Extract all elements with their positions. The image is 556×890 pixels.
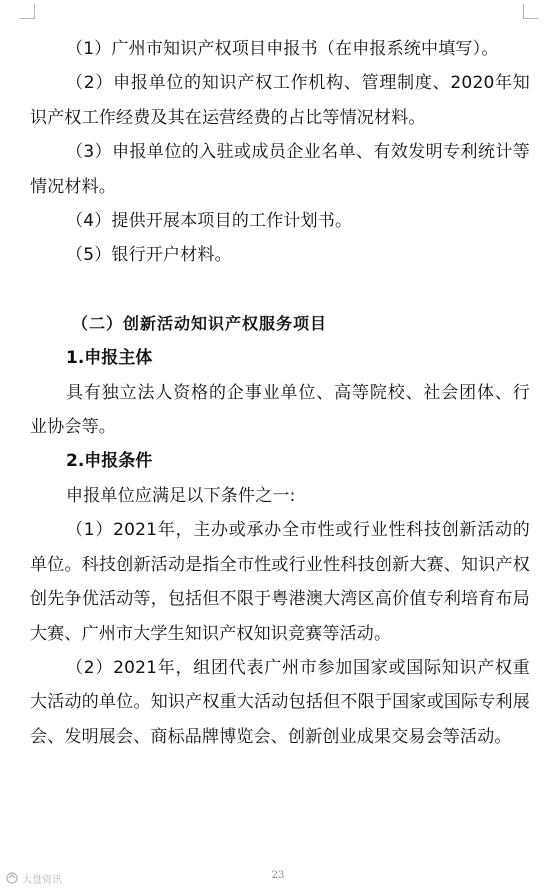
conditions-intro: 申报单位应满足以下条件之一: bbox=[66, 485, 296, 506]
watermark-text: 大盘资讯 bbox=[22, 874, 62, 886]
section-heading: （二）创新活动知识产权服务项目 bbox=[72, 313, 328, 333]
crop-mark-top-left bbox=[20, 4, 35, 19]
blank-line bbox=[30, 273, 530, 307]
paragraph-item-3: （3）申报单位的入驻或成员企业名单、有效发明专利统计等情况材料。 bbox=[30, 142, 530, 197]
crop-mark-top-right bbox=[523, 4, 538, 19]
subsection-heading-conditions: 2.申报条件 bbox=[66, 451, 153, 472]
subsection-heading-applicant: 1.申报主体 bbox=[66, 348, 153, 369]
page-number: 23 bbox=[271, 870, 285, 881]
condition-item-2: （2）2021年，组团代表广州市参加国家或国际知识产权重大活动的单位。知识产权重大活动包括但不限于国家或国际专利展会、发明展会、商标品牌博览会、创新创业成果交易会等活动。 bbox=[30, 657, 530, 747]
condition-item-1: （1）2021年，主办或承办全市性或行业性科技创新活动的单位。科技创新活动是指全市性或行业性科技创新大赛、知识产权创先争优活动等，包括但不限于粤港澳大湾区高价值专利培育布局大赛、广州市大学生知识产权知识竞赛等活动。 bbox=[30, 520, 530, 644]
paragraph-item-5: （5）银行开户材料。 bbox=[66, 245, 232, 266]
document-body bbox=[30, 32, 530, 754]
applicant-description: 具有独立法人资格的企事业单位、高等院校、社会团体、行业协会等。 bbox=[30, 382, 530, 438]
paragraph-item-4: （4）提供开展本项目的工作计划书。 bbox=[66, 211, 353, 232]
paragraph-item-1: （1）广州市知识产权项目申报书（在申报系统中填写）。 bbox=[66, 39, 499, 59]
paragraph-item-2: （2）申报单位的知识产权工作机构、管理制度、2020年知识产权工作经费及其在运营经费的占比等情况材料。 bbox=[30, 73, 530, 128]
